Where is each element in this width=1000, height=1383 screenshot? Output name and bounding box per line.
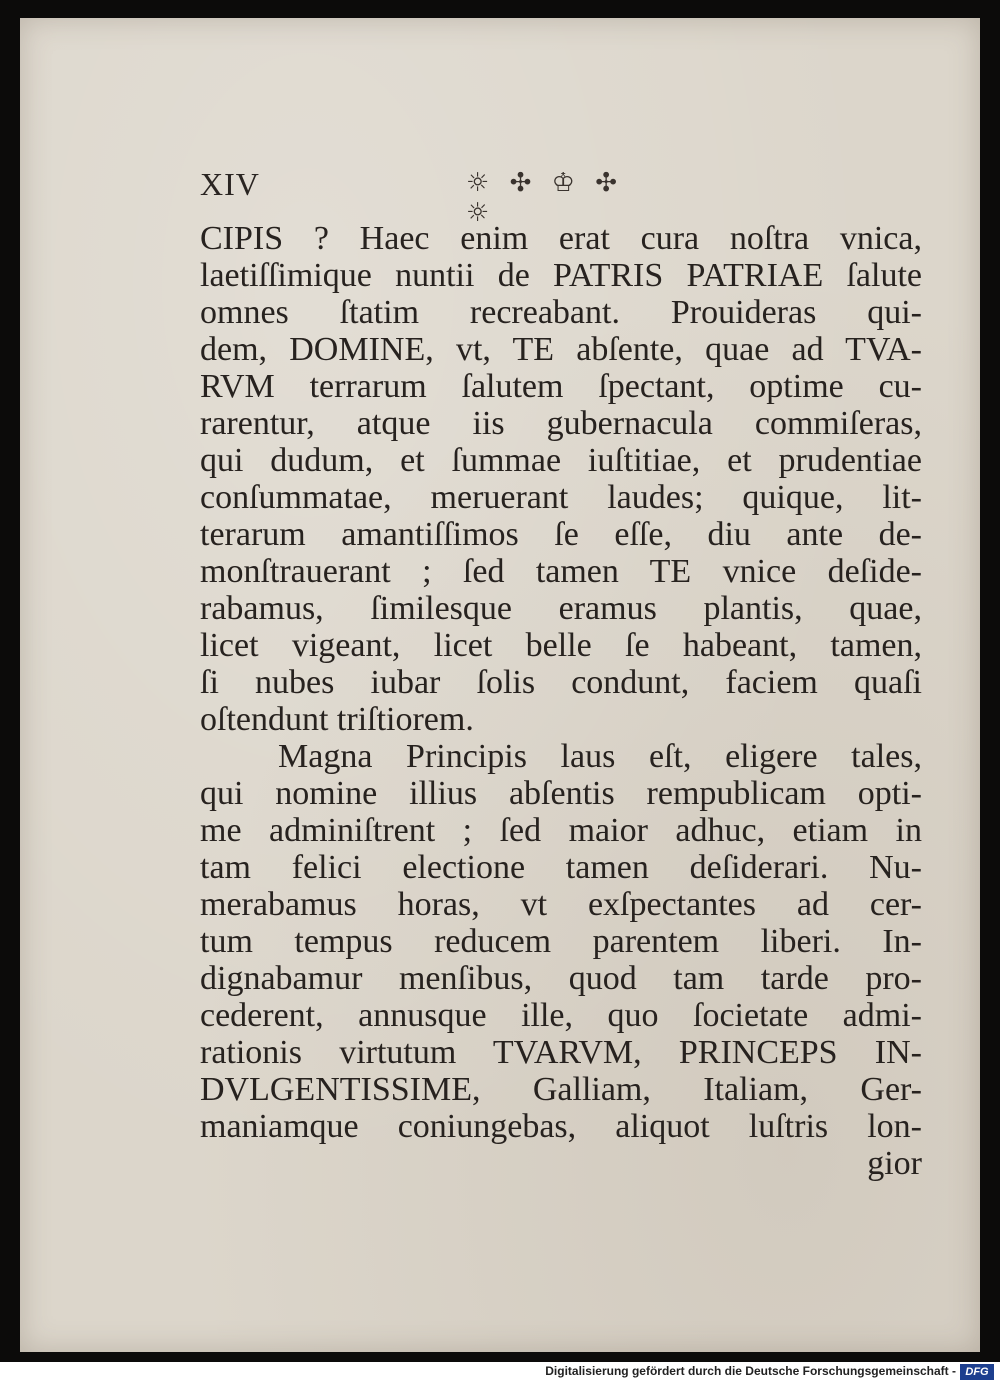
text-line: dignabamur menſibus, quod tam tarde pro- xyxy=(200,960,922,997)
text-line: laetiſſimique nuntii de PATRIS PATRIAE ſalute xyxy=(200,257,922,294)
text-line: monſtrauerant ; ſed tamen TE vnice deſide- xyxy=(200,553,922,590)
text-line: dem, DOMINE, vt, TE abſente, quae ad TVA- xyxy=(200,331,922,368)
text-line: DVLGENTISSIME, Galliam, Italiam, Ger- xyxy=(200,1071,922,1108)
funding-note: Digitalisierung gefördert durch die Deutsche Forschungsgemeinschaft - xyxy=(545,1364,956,1378)
text-line: tum tempus reducem parentem liberi. In- xyxy=(200,923,922,960)
text-line: qui dudum, et ſummae iuſtitiae, et prudentiae xyxy=(200,442,922,479)
text-line: ſi nubes iubar ſolis condunt, faciem quaſi xyxy=(200,664,922,701)
text-line: conſummatae, meruerant laudes; quique, lit- xyxy=(200,479,922,516)
page-number: XIV xyxy=(200,166,260,202)
text-line: rabamus, ſimilesque eramus plantis, quae, xyxy=(200,590,922,627)
text-line: merabamus horas, vt exſpectantes ad cer- xyxy=(200,886,922,923)
text-line: rarentur, atque iis gubernacula commiſeras, xyxy=(200,405,922,442)
text-line: qui nomine illius abſentis rempublicam opti- xyxy=(200,775,922,812)
catchword: gior xyxy=(867,1145,922,1182)
text-line: terarum amantiſſimos ſe eſſe, diu ante de- xyxy=(200,516,922,553)
text-line: cederent, annusque ille, quo ſocietate admi- xyxy=(200,997,922,1034)
text-line: rationis virtutum TVARVM, PRINCEPS IN- xyxy=(200,1034,922,1071)
text-line: me adminiſtrent ; ſed maior adhuc, etiam in xyxy=(200,812,922,849)
text-line: tam felici electione tamen deſiderari. Nu- xyxy=(200,849,922,886)
text-line-paragraph-start: Magna Principis laus eſt, eligere tales, xyxy=(278,738,922,775)
dfg-logo: DFG xyxy=(960,1364,994,1380)
text-line: maniamque coniungebas, aliquot luſtris lon- xyxy=(200,1108,922,1145)
body-text xyxy=(200,220,922,1182)
text-line: omnes ſtatim recreabant. Prouideras qui- xyxy=(200,294,922,331)
text-line: CIPIS ? Haec enim erat cura noſtra vnica, xyxy=(200,220,922,257)
page-header xyxy=(200,166,660,228)
text-line: RVM terrarum ſalutem ſpectant, optime cu- xyxy=(200,368,922,405)
ornament-icon: ☼ ✣ ♔ ✣ ☼ xyxy=(466,168,623,228)
text-line: oſtendunt triſtiorem. xyxy=(200,701,474,738)
text-line: licet vigeant, licet belle ſe habeant, tamen, xyxy=(200,627,922,664)
